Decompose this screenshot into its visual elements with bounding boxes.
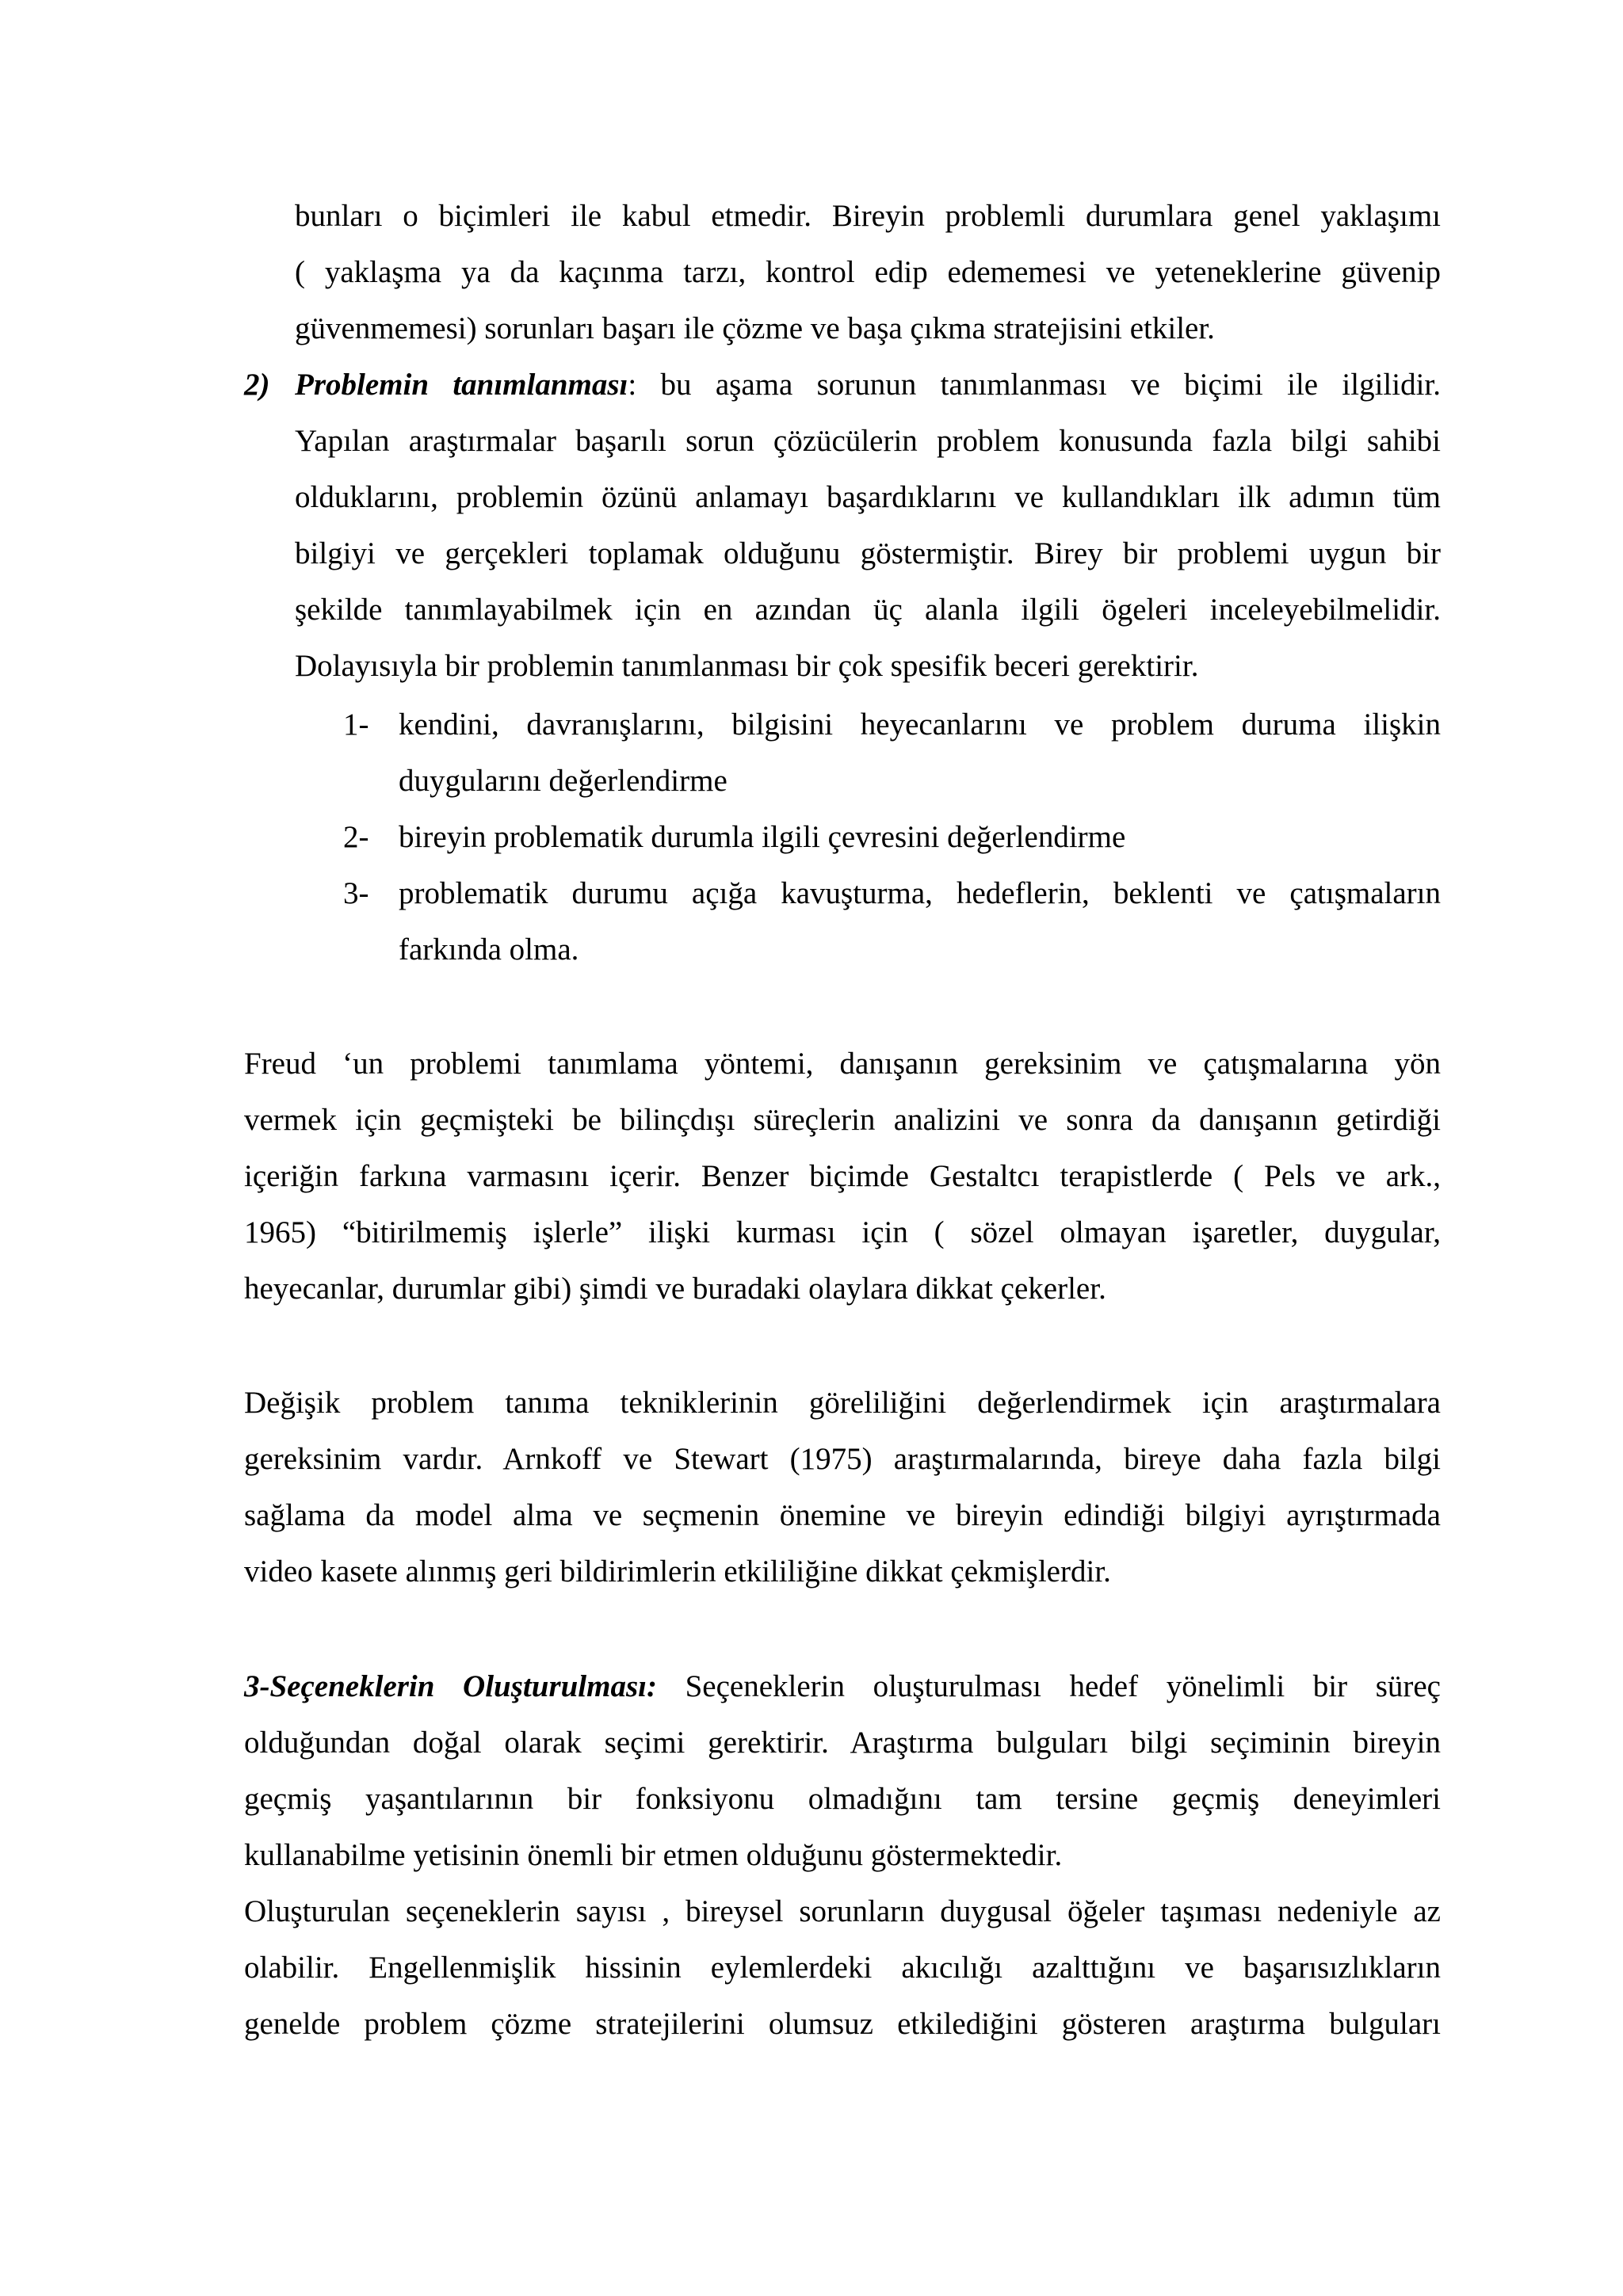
freud-paragraph (244, 1035, 1441, 1317)
section-2-number: 2) (244, 368, 270, 402)
text-line: Yapılan araştırmalar başarılı sorun çözücülerin problem konusunda fazla bilgi sahibi (295, 424, 1441, 458)
list-marker: 2- (343, 820, 369, 854)
text-line: genelde problem çözme stratejilerini olumsuz etkilediğini gösteren araştırma bulguları (244, 2007, 1441, 2041)
text-line: farkında olma. (399, 933, 579, 967)
text-line: heyecanlar, durumlar gibi) şimdi ve buradaki olaylara dikkat çekerler. (244, 1272, 1106, 1306)
section-3-paragraph (244, 1658, 1441, 2052)
text-line: sağlama da model alma ve seçmenin önemine ve bireyin edindiği bilgiyi ayrıştırmada (244, 1498, 1441, 1532)
list-item-text (399, 809, 1441, 865)
text-line: olduklarını, problemin özünü anlamayı başardıklarını ve kullandıkları ilk adımın tüm (295, 480, 1441, 514)
text-line: içeriğin farkına varmasını içerir. Benzer biçimde Gestaltcı terapistlerde ( Pels ve ark., (244, 1159, 1441, 1193)
section-3-first-line-rest: Seçeneklerin oluşturulması hedef yönelimli bir süreç (656, 1669, 1441, 1703)
list-item-text (399, 696, 1441, 809)
text-line: 1965) “bitirilmemiş işlerle” ilişki kurması için ( sözel olmayan işaretler, duygular, (244, 1215, 1441, 1249)
text-line: problematik durumu açığa kavuşturma, hedeflerin, beklenti ve çatışmaların (399, 876, 1441, 910)
text-line: olabilir. Engellenmişlik hissinin eylemlerdeki akıcılığı azalttığını ve başarısızlıkların (244, 1951, 1441, 1985)
text-line: kullanabilme yetisinin önemli bir etmen olduğunu göstermektedir. (244, 1838, 1063, 1872)
text-line: vermek için geçmişteki be bilinçdışı süreçlerin analizini ve sonra da danışanın getirdiği (244, 1103, 1441, 1137)
text-line: Oluşturulan seçeneklerin sayısı , bireysel sorunların duygusal öğeler taşıması nedeniyle az (244, 1894, 1441, 1928)
text-line: Değişik problem tanıma tekniklerinin göreliliğini değerlendirmek için araştırmalara (244, 1386, 1441, 1420)
section-2-first-line-rest: : bu aşama sorunun tanımlanması ve biçimi ile ilgilidir. (628, 368, 1441, 402)
text-line: geçmiş yaşantılarının bir fonksiyonu olmadığını tam tersine geçmiş deneyimleri (244, 1782, 1441, 1816)
text-line: bilgiyi ve gerçekleri toplamak olduğunu göstermiştir. Birey bir problemi uygun bir (295, 536, 1441, 570)
text-line: güvenmemesi) sorunları başarı ile çözme ve başa çıkma stratejisini etkiler. (295, 311, 1215, 345)
section-2-paragraph (295, 357, 1441, 694)
section-2-first-line (295, 357, 1441, 413)
text-line: Dolayısıyla bir problemin tanımlanması bir çok spesifik beceri gerektirir. (295, 649, 1199, 683)
text-line: olduğundan doğal olarak seçimi gerektirir. Araştırma bulguları bilgi seçiminin bireyin (244, 1726, 1441, 1760)
text-line: şekilde tanımlayabilmek için en azından üç alanla ilgili ögeleri inceleyebilmelidir. (295, 593, 1441, 627)
list-item-text (399, 865, 1441, 978)
list-marker: 3- (343, 876, 369, 910)
intro-paragraph (295, 188, 1441, 357)
text-line: ( yaklaşma ya da kaçınma tarzı, kontrol edip edememesi ve yeteneklerine güvenip (295, 255, 1441, 289)
section-3-first-line (244, 1658, 1441, 1714)
techniques-paragraph (244, 1375, 1441, 1600)
list-marker: 1- (343, 707, 369, 742)
text-line: video kasete alınmış geri bildirimlerin etkililiğine dikkat çekmişlerdir. (244, 1554, 1111, 1589)
section-3-heading: 3-Seçeneklerin Oluşturulması: (244, 1669, 657, 1703)
text-line: bireyin problematik durumla ilgili çevresini değerlendirme (399, 820, 1126, 854)
text-line: kendini, davranışlarını, bilgisini heyecanlarını ve problem duruma ilişkin (399, 707, 1441, 742)
text-line: bunları o biçimleri ile kabul etmedir. Bireyin problemli durumlara genel yaklaşımı (295, 199, 1441, 233)
section-2-heading: Problemin tanımlanması (295, 368, 628, 402)
text-line: gereksinim vardır. Arnkoff ve Stewart (1975) araştırmalarında, bireye daha fazla bilgi (244, 1442, 1441, 1476)
text-line: duygularını değerlendirme (399, 764, 727, 798)
text-line: Freud ‘un problemi tanımlama yöntemi, danışanın gereksinim ve çatışmalarına yön (244, 1047, 1441, 1081)
